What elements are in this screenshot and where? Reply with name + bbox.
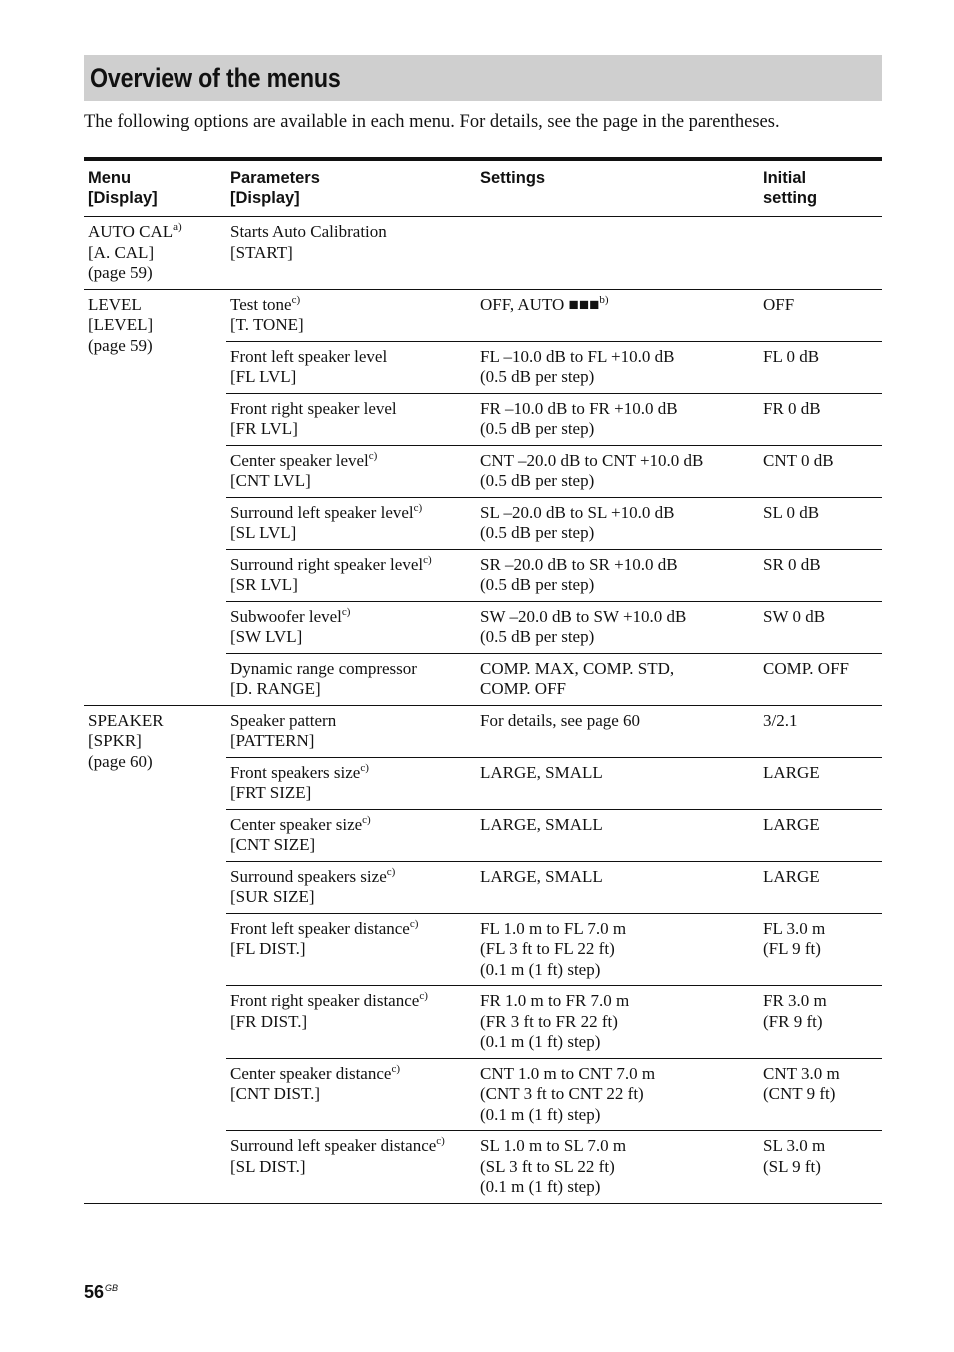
- header-menu-line2: [Display]: [88, 189, 158, 207]
- settings-line: [480, 679, 755, 700]
- parameter-name: [230, 659, 472, 680]
- parameter-display: [SL DIST.]: [230, 1156, 306, 1176]
- settings-cell: [476, 217, 759, 290]
- parameter-cell: [226, 393, 476, 445]
- parameter-display: [START]: [230, 242, 293, 262]
- header-menu: [84, 159, 226, 217]
- settings-line: [480, 627, 755, 648]
- menu-name-text: SPEAKER: [88, 710, 164, 730]
- parameter-cell: [226, 497, 476, 549]
- settings-cell: [476, 757, 759, 809]
- header-initial-line1: Initial: [763, 169, 807, 187]
- parameter-cell: [226, 861, 476, 913]
- menu-display: [SPKR]: [88, 731, 142, 750]
- settings-cell: [476, 549, 759, 601]
- settings-line: [480, 419, 755, 440]
- header-parameters-line1: Parameters: [230, 169, 320, 187]
- footnote-mark: c): [391, 1062, 400, 1075]
- initial-setting-line: FL 0 dB: [763, 346, 820, 366]
- initial-setting-line: LARGE: [763, 762, 820, 782]
- settings-line: [480, 1105, 755, 1126]
- parameter-cell: [226, 757, 476, 809]
- settings-text: COMP. OFF: [480, 679, 566, 698]
- initial-setting-line: (SL 9 ft): [763, 1156, 821, 1176]
- menu-name: [88, 711, 222, 732]
- initial-setting-line: (FL 9 ft): [763, 939, 821, 958]
- settings-line: [480, 939, 755, 960]
- menu-page-ref: (page 59): [88, 335, 153, 355]
- parameter-cell: [226, 1058, 476, 1131]
- settings-line: [480, 295, 755, 316]
- settings-cell: [476, 341, 759, 393]
- menu-page-ref: (page 59): [88, 263, 153, 282]
- header-initial-setting: [759, 159, 882, 217]
- intro-paragraph: The following options are available in each menu. For details, see the page in the parentheses.: [84, 112, 780, 132]
- parameter-display: [FR DIST.]: [230, 1011, 308, 1031]
- initial-setting-line: (FR 9 ft): [763, 1011, 823, 1031]
- parameter-name: [230, 399, 472, 420]
- settings-line: [480, 815, 755, 836]
- parameter-display: [SUR SIZE]: [230, 887, 315, 906]
- settings-text: (0.5 dB per step): [480, 627, 595, 646]
- settings-line: [480, 471, 755, 492]
- footnote-mark: c): [341, 605, 351, 618]
- settings-line: [480, 399, 755, 420]
- settings-text: LARGE, SMALL: [480, 814, 603, 834]
- initial-setting-line: COMP. OFF: [763, 658, 849, 678]
- parameter-name: [230, 555, 472, 576]
- parameter-display: [FR LVL]: [230, 419, 298, 438]
- settings-text: (0.5 dB per step): [480, 575, 595, 594]
- menu-name: [88, 295, 222, 316]
- parameter-name-text: Speaker pattern: [230, 710, 337, 730]
- settings-cell: [476, 601, 759, 653]
- parameter-name-text: Starts Auto Calibration: [230, 222, 387, 241]
- initial-setting-cell: [759, 601, 882, 653]
- parameter-name: [230, 815, 472, 836]
- settings-line: [480, 555, 755, 576]
- settings-text: LARGE, SMALL: [480, 762, 603, 782]
- menu-page-ref: (page 60): [88, 751, 153, 771]
- settings-text: COMP. MAX, COMP. STD,: [480, 658, 675, 678]
- settings-text: (0.1 m (1 ft) step): [480, 1104, 601, 1124]
- parameter-display: [SR LVL]: [230, 575, 298, 594]
- settings-line: [480, 1012, 755, 1033]
- initial-setting-line: LARGE: [763, 814, 820, 834]
- initial-setting-cell: [759, 393, 882, 445]
- settings-line: [480, 711, 755, 732]
- parameter-display: [PATTERN]: [230, 731, 315, 750]
- page-number: [84, 1282, 118, 1303]
- parameter-name: [230, 867, 472, 888]
- parameter-cell: [226, 913, 476, 986]
- footnote-mark: a): [173, 221, 182, 233]
- initial-setting-line: LARGE: [763, 866, 820, 886]
- settings-text: CNT –20.0 dB to CNT +10.0 dB: [480, 450, 704, 470]
- initial-setting-line: CNT 0 dB: [763, 450, 834, 470]
- initial-setting-line: SL 0 dB: [763, 502, 820, 522]
- settings-cell: [476, 861, 759, 913]
- footnote-mark: c): [436, 1135, 445, 1147]
- settings-cell: [476, 1058, 759, 1131]
- menu-overview-table: [84, 157, 882, 1204]
- initial-setting-line: OFF: [763, 294, 795, 314]
- parameter-cell: [226, 601, 476, 653]
- settings-cell: [476, 913, 759, 986]
- parameter-name-text: Surround speakers size: [230, 866, 387, 886]
- menu-display: [LEVEL]: [88, 315, 154, 334]
- menu-name-text: LEVEL: [88, 294, 142, 314]
- settings-cell: [476, 986, 759, 1059]
- parameter-cell: [226, 217, 476, 290]
- parameter-cell: [226, 549, 476, 601]
- header-settings: Settings: [480, 169, 546, 187]
- parameter-cell: [226, 809, 476, 861]
- settings-cell: [476, 1131, 759, 1204]
- settings-text: (0.1 m (1 ft) step): [480, 1177, 601, 1196]
- footnote-mark: c): [386, 865, 396, 878]
- initial-setting-cell: [759, 653, 882, 705]
- settings-line: [480, 347, 755, 368]
- settings-text: (FR 3 ft to FR 22 ft): [480, 1011, 618, 1031]
- settings-cell: [476, 705, 759, 757]
- settings-text: FL –10.0 dB to FL +10.0 dB: [480, 346, 675, 366]
- initial-setting-cell: [759, 497, 882, 549]
- parameter-name: [230, 607, 472, 628]
- parameter-name-text: Center speaker distance: [230, 1063, 392, 1083]
- settings-text: SR –20.0 dB to SR +10.0 dB: [480, 554, 678, 574]
- parameter-name: [230, 295, 472, 316]
- settings-line: [480, 503, 755, 524]
- settings-text: FL 1.0 m to FL 7.0 m: [480, 918, 627, 938]
- parameter-name-text: Front right speaker level: [230, 398, 397, 418]
- table-row: [84, 705, 882, 757]
- parameter-display: [CNT SIZE]: [230, 835, 316, 854]
- parameter-name-text: Front speakers size: [230, 762, 361, 782]
- settings-line: [480, 607, 755, 628]
- settings-line: [480, 867, 755, 888]
- settings-line: [480, 919, 755, 940]
- settings-text: (0.5 dB per step): [480, 471, 595, 490]
- page-title: Overview of the menus: [90, 63, 341, 93]
- settings-text: (FL 3 ft to FL 22 ft): [480, 939, 615, 958]
- settings-line: [480, 1032, 755, 1053]
- parameter-name: [230, 991, 472, 1012]
- initial-setting-cell: [759, 289, 882, 341]
- settings-line: [480, 1084, 755, 1105]
- footnote-mark: c): [291, 293, 301, 306]
- initial-setting-line: (CNT 9 ft): [763, 1084, 836, 1103]
- settings-text: (0.1 m (1 ft) step): [480, 959, 601, 979]
- parameter-cell: [226, 986, 476, 1059]
- parameter-name: [230, 222, 472, 243]
- settings-line: [480, 1177, 755, 1198]
- settings-cell: [476, 809, 759, 861]
- parameter-cell: [226, 289, 476, 341]
- menu-cell: [84, 705, 226, 1203]
- settings-line: [480, 451, 755, 472]
- parameter-name-text: Center speaker size: [230, 814, 363, 834]
- settings-line: [480, 991, 755, 1012]
- settings-text: OFF, AUTO ■■■: [480, 294, 600, 314]
- parameter-cell: [226, 341, 476, 393]
- footnote-mark: b): [599, 293, 609, 306]
- parameter-cell: [226, 445, 476, 497]
- settings-text: (0.5 dB per step): [480, 367, 595, 386]
- settings-line: [480, 763, 755, 784]
- initial-setting-cell: [759, 1058, 882, 1131]
- header-row: [84, 159, 882, 217]
- parameter-name: [230, 347, 472, 368]
- parameter-name: [230, 711, 472, 732]
- settings-cell: [476, 445, 759, 497]
- header-menu-line1: Menu: [88, 169, 132, 187]
- parameter-name: [230, 1136, 472, 1157]
- initial-setting-line: SL 3.0 m: [763, 1136, 826, 1155]
- initial-setting-line: SR 0 dB: [763, 554, 821, 574]
- table-header: [84, 159, 882, 217]
- initial-setting-cell: [759, 861, 882, 913]
- menu-cell: [84, 217, 226, 290]
- footnote-mark: c): [360, 761, 369, 774]
- parameter-display: [CNT DIST.]: [230, 1084, 321, 1103]
- initial-setting-cell: [759, 705, 882, 757]
- settings-line: [480, 1157, 755, 1178]
- parameter-cell: [226, 705, 476, 757]
- settings-line: [480, 960, 755, 981]
- header-initial-line2: setting: [763, 189, 818, 207]
- parameter-name-text: Center speaker level: [230, 450, 369, 470]
- initial-setting-line: SW 0 dB: [763, 606, 826, 626]
- settings-cell: [476, 393, 759, 445]
- settings-text: (0.5 dB per step): [480, 523, 595, 542]
- parameter-cell: [226, 653, 476, 705]
- parameter-name-text: Front left speaker distance: [230, 918, 410, 938]
- initial-setting-line: 3/2.1: [763, 710, 798, 730]
- parameter-name-text: Front left speaker level: [230, 346, 388, 366]
- parameter-display: [CNT LVL]: [230, 471, 311, 490]
- parameter-name-text: Surround right speaker level: [230, 554, 424, 574]
- footnote-mark: c): [409, 917, 419, 930]
- settings-text: (CNT 3 ft to CNT 22 ft): [480, 1084, 644, 1103]
- parameter-name: [230, 1064, 472, 1085]
- parameter-name: [230, 763, 472, 784]
- parameter-display: [SL LVL]: [230, 523, 297, 542]
- footnote-mark: c): [362, 813, 371, 826]
- settings-cell: [476, 653, 759, 705]
- settings-line: [480, 523, 755, 544]
- table-body: [84, 217, 882, 1204]
- parameter-display: [D. RANGE]: [230, 679, 321, 698]
- initial-setting-line: FR 3.0 m: [763, 991, 827, 1010]
- settings-cell: [476, 289, 759, 341]
- initial-setting-cell: [759, 445, 882, 497]
- parameter-name: [230, 919, 472, 940]
- settings-text: (0.1 m (1 ft) step): [480, 1032, 601, 1051]
- initial-setting-cell: [759, 913, 882, 986]
- initial-setting-line: FL 3.0 m: [763, 918, 826, 938]
- settings-text: (0.5 dB per step): [480, 419, 595, 438]
- settings-text: FR 1.0 m to FR 7.0 m: [480, 991, 630, 1010]
- parameter-name-text: Dynamic range compressor: [230, 658, 417, 678]
- initial-setting-line: FR 0 dB: [763, 398, 821, 418]
- page-region-code: GB: [105, 1283, 119, 1293]
- settings-line: [480, 367, 755, 388]
- parameter-name-text: Subwoofer level: [230, 606, 342, 626]
- initial-setting-line: CNT 3.0 m: [763, 1063, 840, 1083]
- initial-setting-cell: [759, 341, 882, 393]
- menu-display: [A. CAL]: [88, 242, 155, 262]
- menu-cell: [84, 289, 226, 705]
- header-parameters-line2: [Display]: [230, 189, 300, 207]
- initial-setting-cell: [759, 809, 882, 861]
- settings-line: [480, 1064, 755, 1085]
- menu-name: [88, 222, 222, 243]
- menu-name-text: AUTO CAL: [88, 222, 174, 241]
- settings-line: [480, 1136, 755, 1157]
- parameter-name: [230, 503, 472, 524]
- settings-line: [480, 659, 755, 680]
- parameter-display: [FL LVL]: [230, 367, 297, 386]
- initial-setting-cell: [759, 549, 882, 601]
- settings-cell: [476, 497, 759, 549]
- settings-text: SL 1.0 m to SL 7.0 m: [480, 1136, 627, 1155]
- parameter-display: [FL DIST.]: [230, 939, 306, 958]
- page-number-value: 56: [84, 1282, 105, 1302]
- settings-text: For details, see page 60: [480, 710, 641, 730]
- settings-text: (SL 3 ft to SL 22 ft): [480, 1156, 615, 1176]
- parameter-display: [T. TONE]: [230, 315, 304, 334]
- parameter-name-text: Surround left speaker level: [230, 502, 414, 522]
- settings-text: SL –20.0 dB to SL +10.0 dB: [480, 502, 675, 522]
- settings-line: [480, 575, 755, 596]
- settings-text: LARGE, SMALL: [480, 866, 603, 886]
- footnote-mark: c): [413, 501, 423, 514]
- initial-setting-cell: [759, 986, 882, 1059]
- footnote-mark: c): [368, 449, 378, 462]
- parameter-name-text: Test tone: [230, 294, 292, 314]
- settings-text: FR –10.0 dB to FR +10.0 dB: [480, 398, 678, 418]
- table-row: [84, 217, 882, 290]
- settings-text: CNT 1.0 m to CNT 7.0 m: [480, 1063, 656, 1083]
- section-title-bar: [84, 55, 882, 101]
- initial-setting-cell: [759, 217, 882, 290]
- footnote-mark: c): [423, 553, 432, 566]
- parameter-cell: [226, 1131, 476, 1204]
- parameter-name-text: Surround left speaker distance: [230, 1136, 437, 1155]
- table-row: [84, 289, 882, 341]
- parameter-name: [230, 451, 472, 472]
- parameter-name-text: Front right speaker distance: [230, 991, 420, 1010]
- header-parameters: [226, 159, 476, 217]
- settings-text: SW –20.0 dB to SW +10.0 dB: [480, 606, 687, 626]
- footnote-mark: c): [419, 990, 428, 1002]
- parameter-display: [SW LVL]: [230, 627, 303, 646]
- initial-setting-cell: [759, 757, 882, 809]
- initial-setting-cell: [759, 1131, 882, 1204]
- parameter-display: [FRT SIZE]: [230, 783, 312, 802]
